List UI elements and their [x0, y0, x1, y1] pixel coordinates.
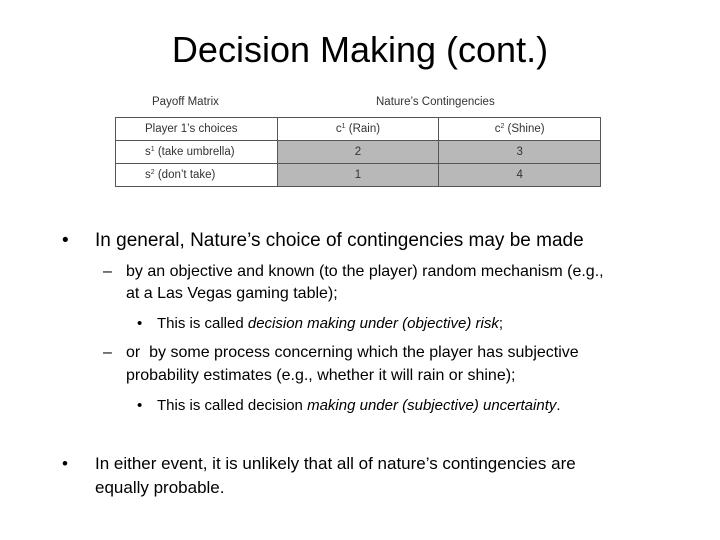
bullet-marker: •	[137, 315, 143, 332]
sub-sub-bullet-text: This is called decision making under (subjective) uncertainty.	[157, 397, 561, 414]
row-label-take-umbrella: $s^1$ (take umbrella)	[116, 141, 278, 164]
bullet-line: equally probable.	[95, 478, 225, 497]
sub-bullet-line: at a Las Vegas gaming table);	[126, 285, 338, 302]
bullet-marker: •	[62, 230, 69, 251]
sub-bullet-line: probability estimates (e.g., whether it will rain or shine);	[126, 367, 516, 384]
dash-marker: –	[103, 344, 112, 361]
contingencies-caption: Nature’s Contingencies	[376, 96, 495, 108]
matrix-caption: Payoff Matrix	[152, 96, 219, 108]
payoff-table	[115, 117, 601, 187]
sub-bullet-line: by an objective and known (to the player) random mechanism (e.g.,	[126, 263, 604, 280]
table-row	[116, 164, 601, 187]
bullet-text: In general, Nature’s choice of contingencies may be made	[95, 230, 584, 251]
payoff-cell: 2	[277, 141, 439, 164]
slide-title: Decision Making (cont.)	[171, 29, 549, 70]
bullet-marker: •	[62, 454, 68, 473]
table-row	[116, 141, 601, 164]
header-shine: $c^2$ (Shine)	[439, 118, 601, 141]
sub-bullet-line: or by some process concerning which the player has subjective	[126, 344, 579, 361]
sub-sub-bullet-text: This is called decision making under (objective) risk;	[157, 315, 503, 332]
dash-marker: –	[103, 263, 112, 280]
header-choices: Player 1’s choices	[116, 118, 278, 141]
payoff-cell: 3	[439, 141, 601, 164]
row-label-dont-take: $s^2$ (don’t take)	[116, 164, 278, 187]
payoff-cell: 1	[277, 164, 439, 187]
bullet-line: In either event, it is unlikely that all of nature’s contingencies are	[95, 454, 576, 473]
header-rain: $c^1$ (Rain)	[277, 118, 439, 141]
table-header-row	[116, 118, 601, 141]
payoff-matrix	[115, 90, 602, 190]
payoff-cell: 4	[439, 164, 601, 187]
bullet-marker: •	[137, 397, 143, 414]
